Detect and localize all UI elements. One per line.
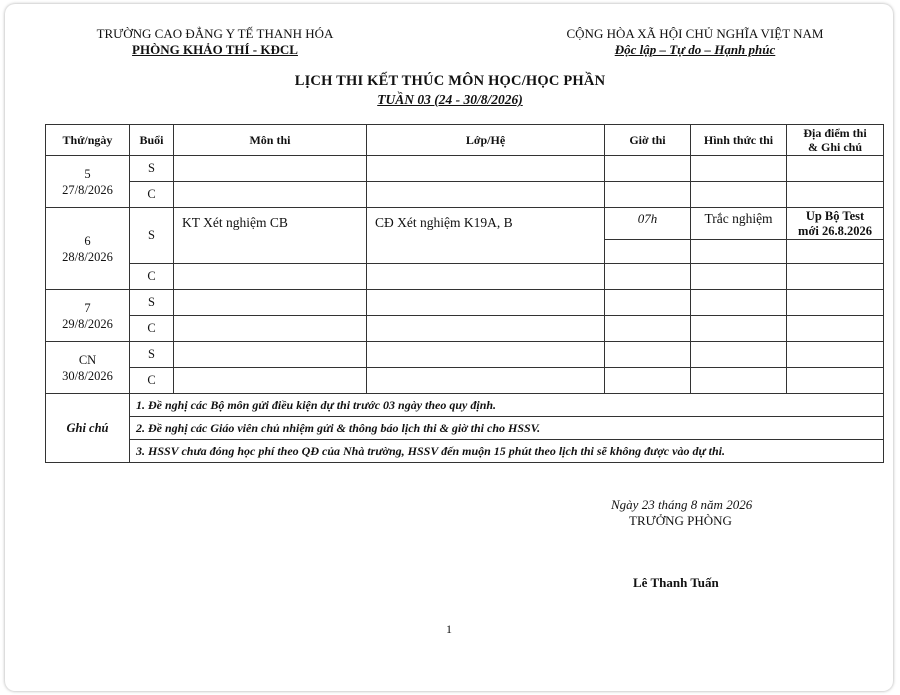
weekday: 7 bbox=[84, 300, 91, 315]
table-row bbox=[46, 182, 884, 208]
header-subject: Môn thi bbox=[174, 125, 367, 156]
table-row bbox=[46, 208, 884, 240]
session-morning: S bbox=[130, 290, 174, 316]
notes-row bbox=[46, 440, 884, 463]
national-motto: Độc lập – Tự do – Hạnh phúc bbox=[614, 42, 776, 57]
note-item: 2. Đề nghị các Giáo viên chủ nhiệm gửi & thông báo lịch thi & giờ thi cho HSSV. bbox=[130, 417, 884, 440]
table-row bbox=[46, 156, 884, 182]
table-row bbox=[46, 264, 884, 290]
country-name: CỘNG HÒA XÃ HỘI CHỦ NGHĨA VIỆT NAM bbox=[566, 26, 824, 41]
department-name: PHÒNG KHẢO THÍ - KĐCL bbox=[132, 42, 298, 57]
session-afternoon: C bbox=[130, 368, 174, 394]
session-afternoon: C bbox=[130, 264, 174, 290]
header-place-line2: & Ghi chú bbox=[807, 140, 862, 154]
exam-subject: KT Xét nghiệm CB bbox=[174, 208, 367, 264]
day-cell bbox=[46, 290, 130, 342]
header-day: Thứ/ngày bbox=[46, 125, 130, 156]
exam-place bbox=[787, 208, 884, 240]
note-item: 1. Đề nghị các Bộ môn gửi điều kiện dự thi trước 03 ngày theo quy định. bbox=[130, 394, 884, 417]
exam-time: 07h bbox=[605, 208, 691, 240]
document-title: LỊCH THI KẾT THÚC MÔN HỌC/HỌC PHẦN bbox=[294, 73, 606, 89]
exam-class: CĐ Xét nghiệm K19A, B bbox=[367, 208, 605, 264]
signature-role: TRƯỞNG PHÒNG bbox=[629, 513, 732, 528]
page-number: 1 bbox=[446, 622, 452, 636]
exam-schedule-table bbox=[45, 124, 884, 463]
notes-label: Ghi chú bbox=[46, 394, 130, 463]
notes-row bbox=[46, 394, 884, 417]
session-morning: S bbox=[130, 342, 174, 368]
table-row bbox=[46, 316, 884, 342]
day-cell bbox=[46, 156, 130, 208]
signature-date: Ngày 23 tháng 8 năm 2026 bbox=[611, 497, 753, 512]
note-item: 3. HSSV chưa đóng học phí theo QĐ của Nhà trường, HSSV đến muộn 15 phút theo lịch thi sẽ không được vào dự thi. bbox=[130, 440, 884, 463]
table-row bbox=[46, 342, 884, 368]
day-cell bbox=[46, 208, 130, 290]
weekday: 5 bbox=[84, 166, 91, 181]
school-name: TRƯỜNG CAO ĐẲNG Y TẾ THANH HÓA bbox=[96, 26, 334, 41]
weekday: 6 bbox=[84, 233, 91, 248]
table-row bbox=[46, 290, 884, 316]
session-morning: S bbox=[130, 156, 174, 182]
signature-name: Lê Thanh Tuấn bbox=[633, 575, 719, 590]
session-afternoon: C bbox=[130, 182, 174, 208]
school-header bbox=[70, 26, 360, 58]
day-date: 28/8/2026 bbox=[62, 249, 113, 264]
header-time: Giờ thi bbox=[605, 125, 691, 156]
exam-place-line2: mới 26.8.2026 bbox=[798, 224, 872, 238]
header-place bbox=[787, 125, 884, 156]
table-header-row bbox=[46, 125, 884, 156]
document-subtitle: TUẦN 03 (24 - 30/8/2026) bbox=[377, 92, 523, 107]
weekday: CN bbox=[78, 352, 97, 367]
day-date: 27/8/2026 bbox=[62, 182, 113, 197]
exam-place-line1: Up Bộ Test bbox=[805, 209, 865, 223]
session-morning: S bbox=[130, 208, 174, 264]
national-header bbox=[540, 26, 850, 58]
day-date: 29/8/2026 bbox=[62, 316, 113, 331]
exam-form: Trắc nghiệm bbox=[691, 208, 787, 240]
day-cell bbox=[46, 342, 130, 394]
header-class: Lớp/Hệ bbox=[367, 125, 605, 156]
header-session: Buổi bbox=[130, 125, 174, 156]
header-place-line1: Địa điểm thi bbox=[803, 126, 867, 140]
notes-row bbox=[46, 417, 884, 440]
table-row bbox=[46, 368, 884, 394]
day-date: 30/8/2026 bbox=[62, 368, 113, 383]
session-afternoon: C bbox=[130, 316, 174, 342]
header-form: Hình thức thi bbox=[691, 125, 787, 156]
